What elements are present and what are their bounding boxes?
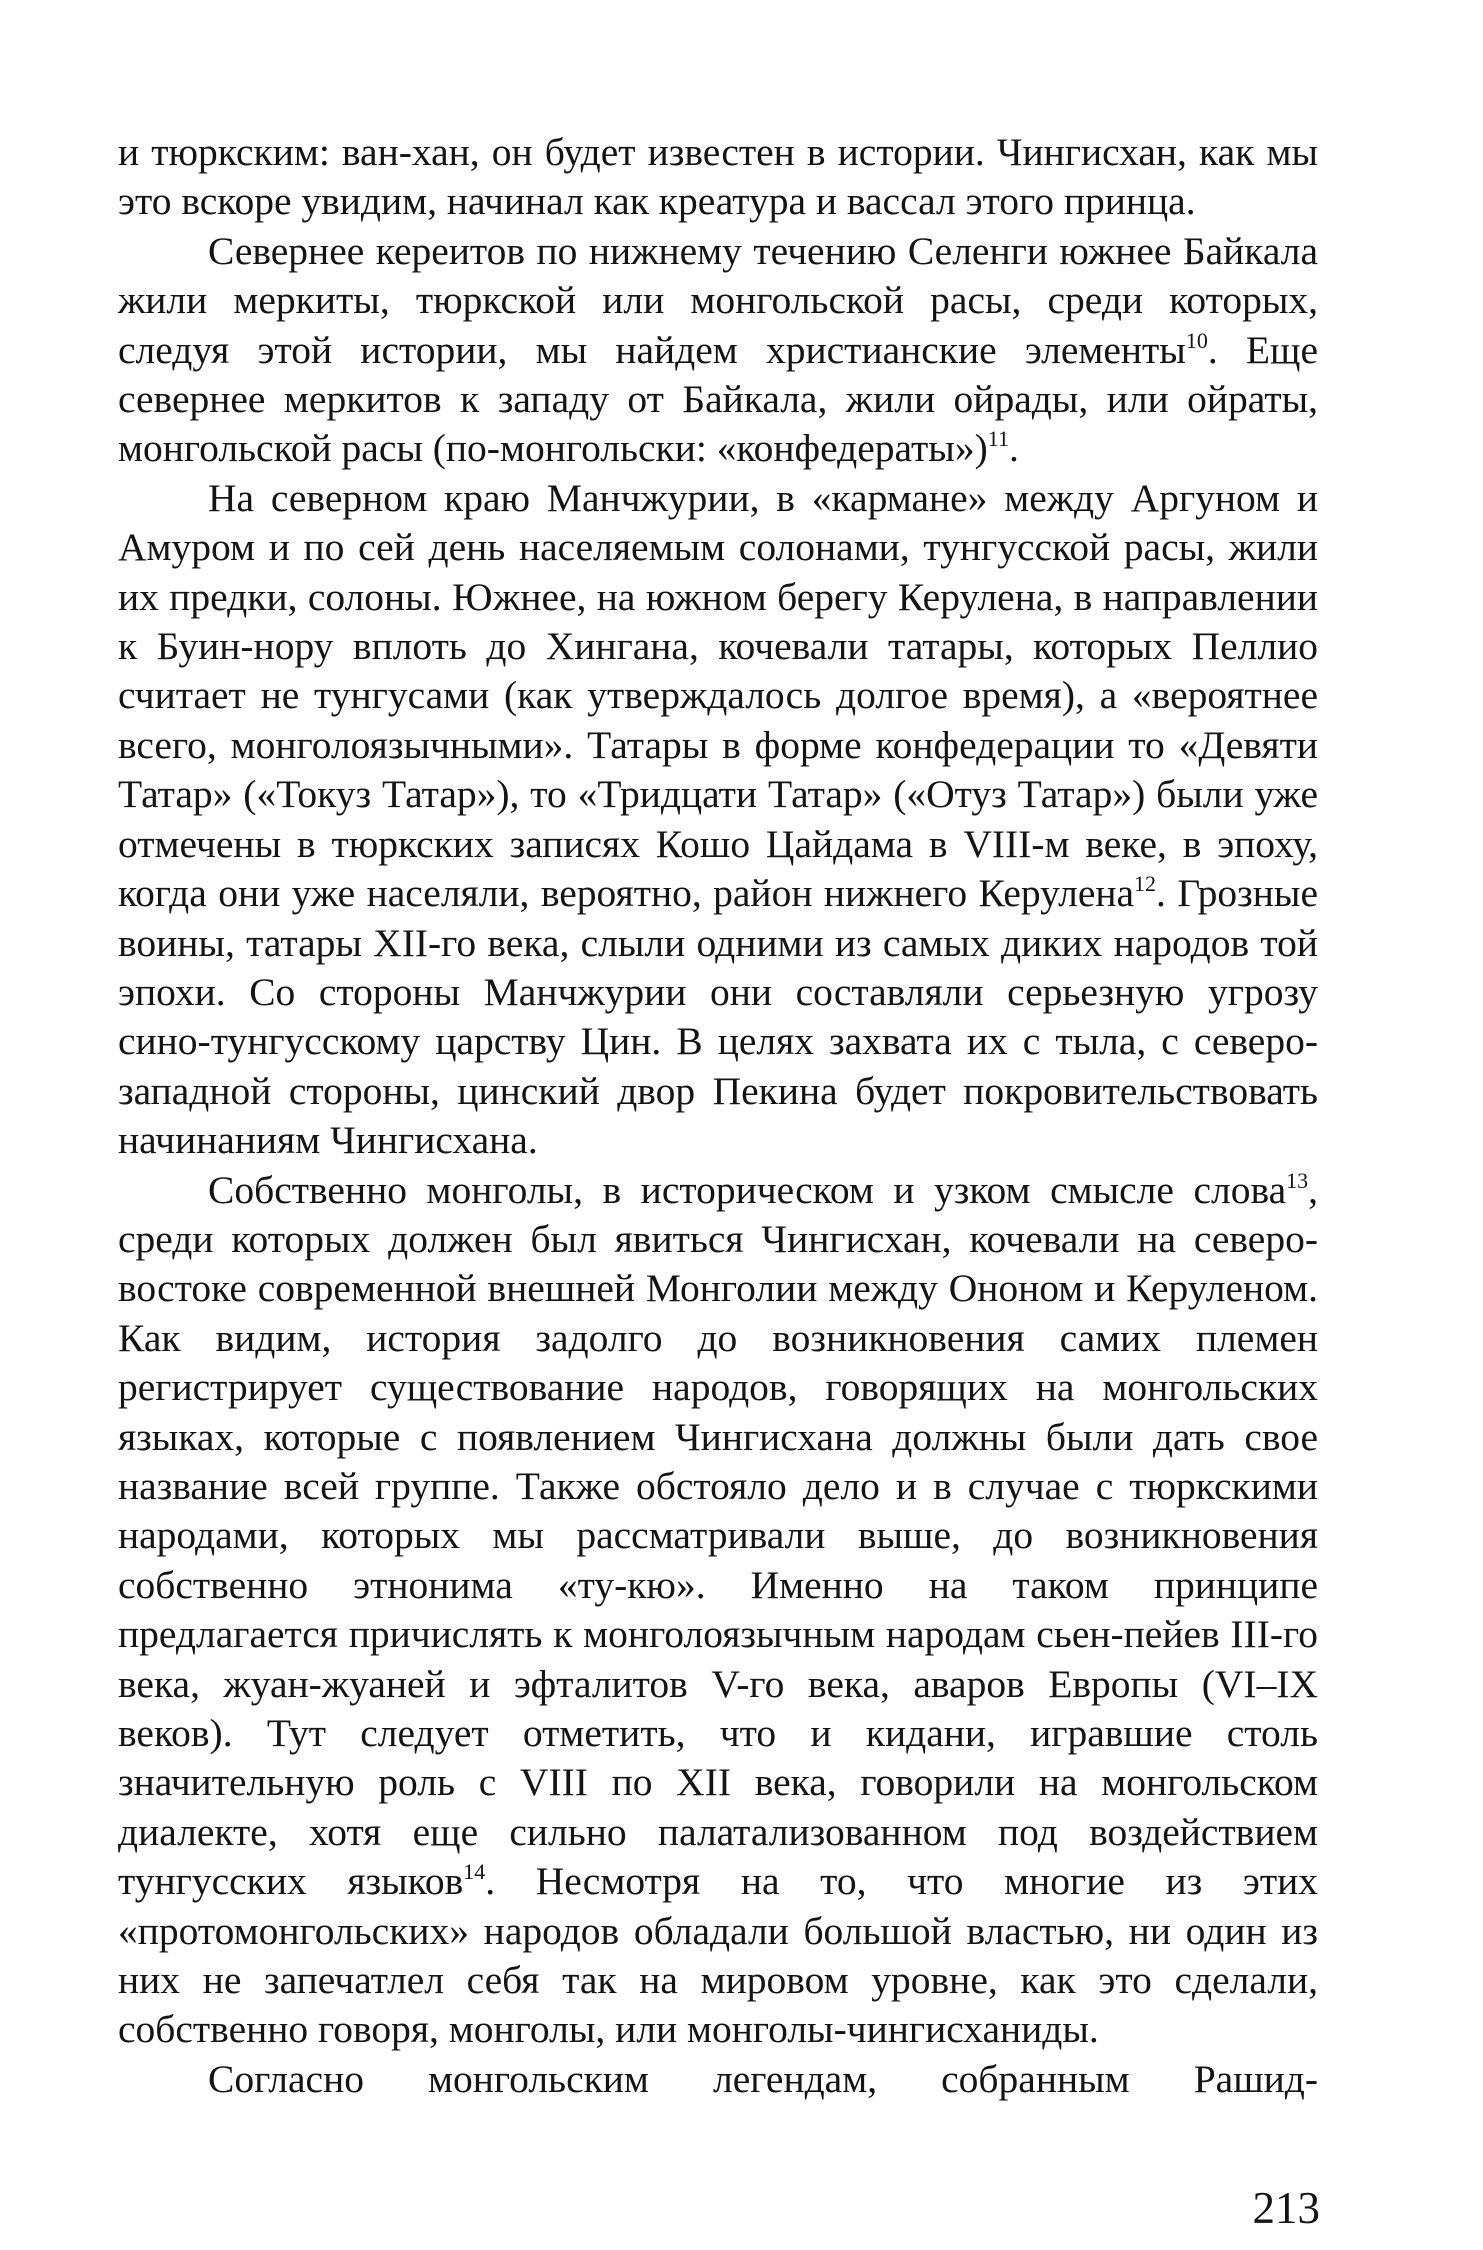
footnote-ref-10[interactable]: 10 [1185, 327, 1208, 353]
footnote-ref-13[interactable]: 13 [1286, 1167, 1309, 1193]
page-number: 213 [1252, 2183, 1320, 2233]
text-run: На северном краю Манчжурии, в «кармане» между Аргуном и Амуром и по сей день населяемым солонами, тунгусской расы, жили их предки, солоны. Южнее, на южном берегу Керулена, в направлении к Буин-нору вплоть до Хингана, кочевали татары, которых Пеллио считает не тунгусами (как утверждалось долгое время), а «вероятнее всего, монголоязычными». Татары в форме конфедерации то «Девяти Татар» («Токуз Татар»), то «Тридцати Татар» («Отуз Татар») были уже отмечены в тюркских записях Кошо Цайдама в VIII-м веке, в эпоху, когда они уже населяли, вероятно, район нижнего Керулена [118, 475, 1318, 916]
text-run: Севернее кереитов по нижнему течению Селенги южнее Байкала жили меркиты, тюркской или монгольской расы, среди которых, следуя этой истории, мы найдем христианские элементы [118, 228, 1318, 372]
paragraph-3 [118, 474, 1318, 1166]
paragraph-1 [118, 128, 1318, 227]
footnote-ref-14[interactable]: 14 [463, 1859, 486, 1885]
text-run: . Еще севернее меркитов к западу от Байкала, жили ойрады, или ойраты, монгольской расы (по-монгольски: «конфедераты») [118, 327, 1319, 471]
text-run: . Грозные воины, татары XII-го века, слыли одними из самых диких народов той эпохи. Со стороны Манчжурии они составляли серьезную угрозу сино-тунгусскому царству Цин. В целях захвата их с тыла, с северо-западной стороны, цинский двор Пекина будет покровительствовать начинаниям Чингисхана. [118, 871, 1318, 1163]
text-run: Согласно монгольским легендам, собранным Рашид- [208, 2056, 1318, 2101]
text-run: . [1008, 426, 1019, 471]
paragraph-5 [118, 2055, 1318, 2104]
text-run: и тюркским: ван-хан, он будет известен в истории. Чингисхан, как мы это вскоре увидим, начинал как креатура и вассал этого принца. [118, 130, 1318, 224]
footnote-ref-11[interactable]: 11 [987, 426, 1009, 452]
footnote-ref-12[interactable]: 12 [1134, 871, 1157, 897]
paragraph-4 [118, 1166, 1318, 2055]
text-run: , среди которых должен был явиться Чингисхан, кочевали на северо-востоке современной внешней Монголии между Ононом и Керуленом. Как видим, история задолго до возникновения самих племен регистрирует существование народов, говорящих на монгольских языках, которые с появлением Чингисхана должны были дать свое название всей группе. Также обстояло дело и в случае с тюркскими народами, которых мы рассматривали выше, до возникновения собственно этнонима «ту-кю». Именно на таком принципе предлагается причислять к монголоязычным народам сьен-пейев III-го века, жуан-жуаней и эфталитов V-го века, аваров Европы (VI–IX веков). Тут следует отметить, что и кидани, игравшие столь значительную роль с VIII по XII века, говорили на монгольском диалекте, хотя еще сильно палатализованном под воздействием тунгусских языков [118, 1167, 1318, 1904]
text-run: . Несмотря на то, что многие из этих «протомонгольских» народов обладали большой властью, ни один из них не запечатлел себя так на мировом уровне, как это сделали, собственно говоря, монголы, или монголы-чингисханиды. [118, 1859, 1318, 2052]
text-run: Собственно монголы, в историческом и узком смысле слова [208, 1167, 1287, 1212]
page-body [118, 128, 1318, 2104]
paragraph-2 [118, 227, 1318, 474]
